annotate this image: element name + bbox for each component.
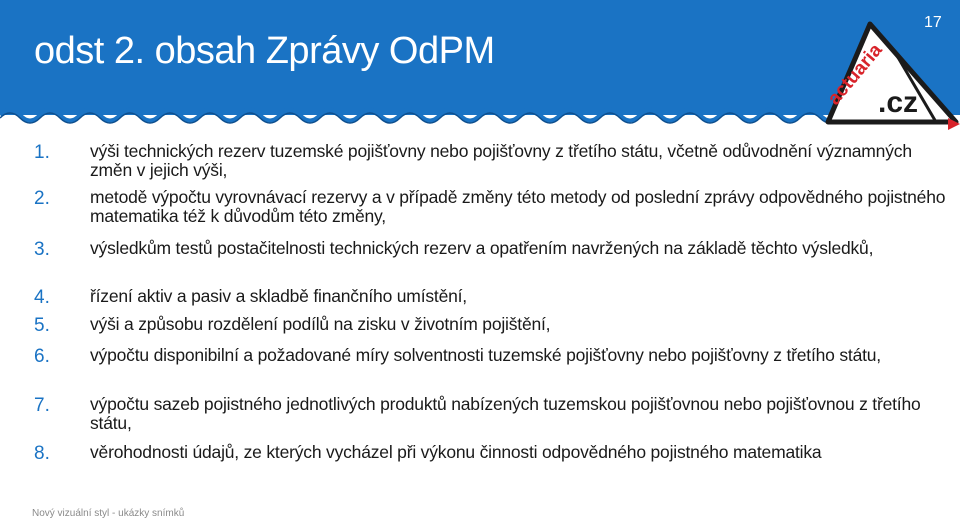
item-number: 5.	[34, 315, 50, 336]
actuaria-logo	[808, 20, 960, 130]
page-number: 17	[924, 14, 942, 31]
item-number: 2.	[34, 188, 50, 209]
item-text: metodě výpočtu vyrovnávací rezervy a v případě změny této metody od poslední zprávy odpovědného pojistného matematika též k důvodům této změny,	[90, 187, 946, 226]
item-number: 4.	[34, 287, 50, 308]
item-text: výpočtu disponibilní a požadované míry solventnosti tuzemské pojišťovny nebo pojišťovny z třetího státu,	[90, 345, 881, 365]
item-number: 1.	[34, 142, 50, 163]
item-number: 6.	[34, 346, 50, 367]
item-number: 3.	[34, 239, 50, 260]
item-number: 7.	[34, 395, 50, 416]
item-text: výši a způsobu rozdělení podílů na zisku v životním pojištění,	[90, 314, 551, 334]
item-text: řízení aktiv a pasiv a skladbě finančního umístění,	[90, 286, 467, 306]
footer-text: Nový vizuální styl - ukázky snímků	[32, 508, 185, 519]
slide-title: odst 2. obsah Zprávy OdPM	[34, 30, 495, 72]
logo-main-text: actuaria	[823, 39, 887, 110]
item-text: věrohodnosti údajů, ze kterých vycházel při výkonu činnosti odpovědného pojistného matematika	[90, 442, 822, 462]
item-text: výši technických rezerv tuzemské pojišťovny nebo pojišťovny z třetího státu, včetně odůvodnění významných změn v jejich výši,	[90, 141, 912, 180]
item-number: 8.	[34, 443, 50, 464]
item-text: výsledkům testů postačitelnosti technických rezerv a opatřením navržených na základě těchto výsledků,	[90, 238, 874, 258]
logo-domain-text: .cz	[878, 86, 919, 119]
item-text: výpočtu sazeb pojistného jednotlivých produktů nabízených tuzemskou pojišťovnou nebo pojišťovnou z třetího státu,	[90, 394, 921, 433]
